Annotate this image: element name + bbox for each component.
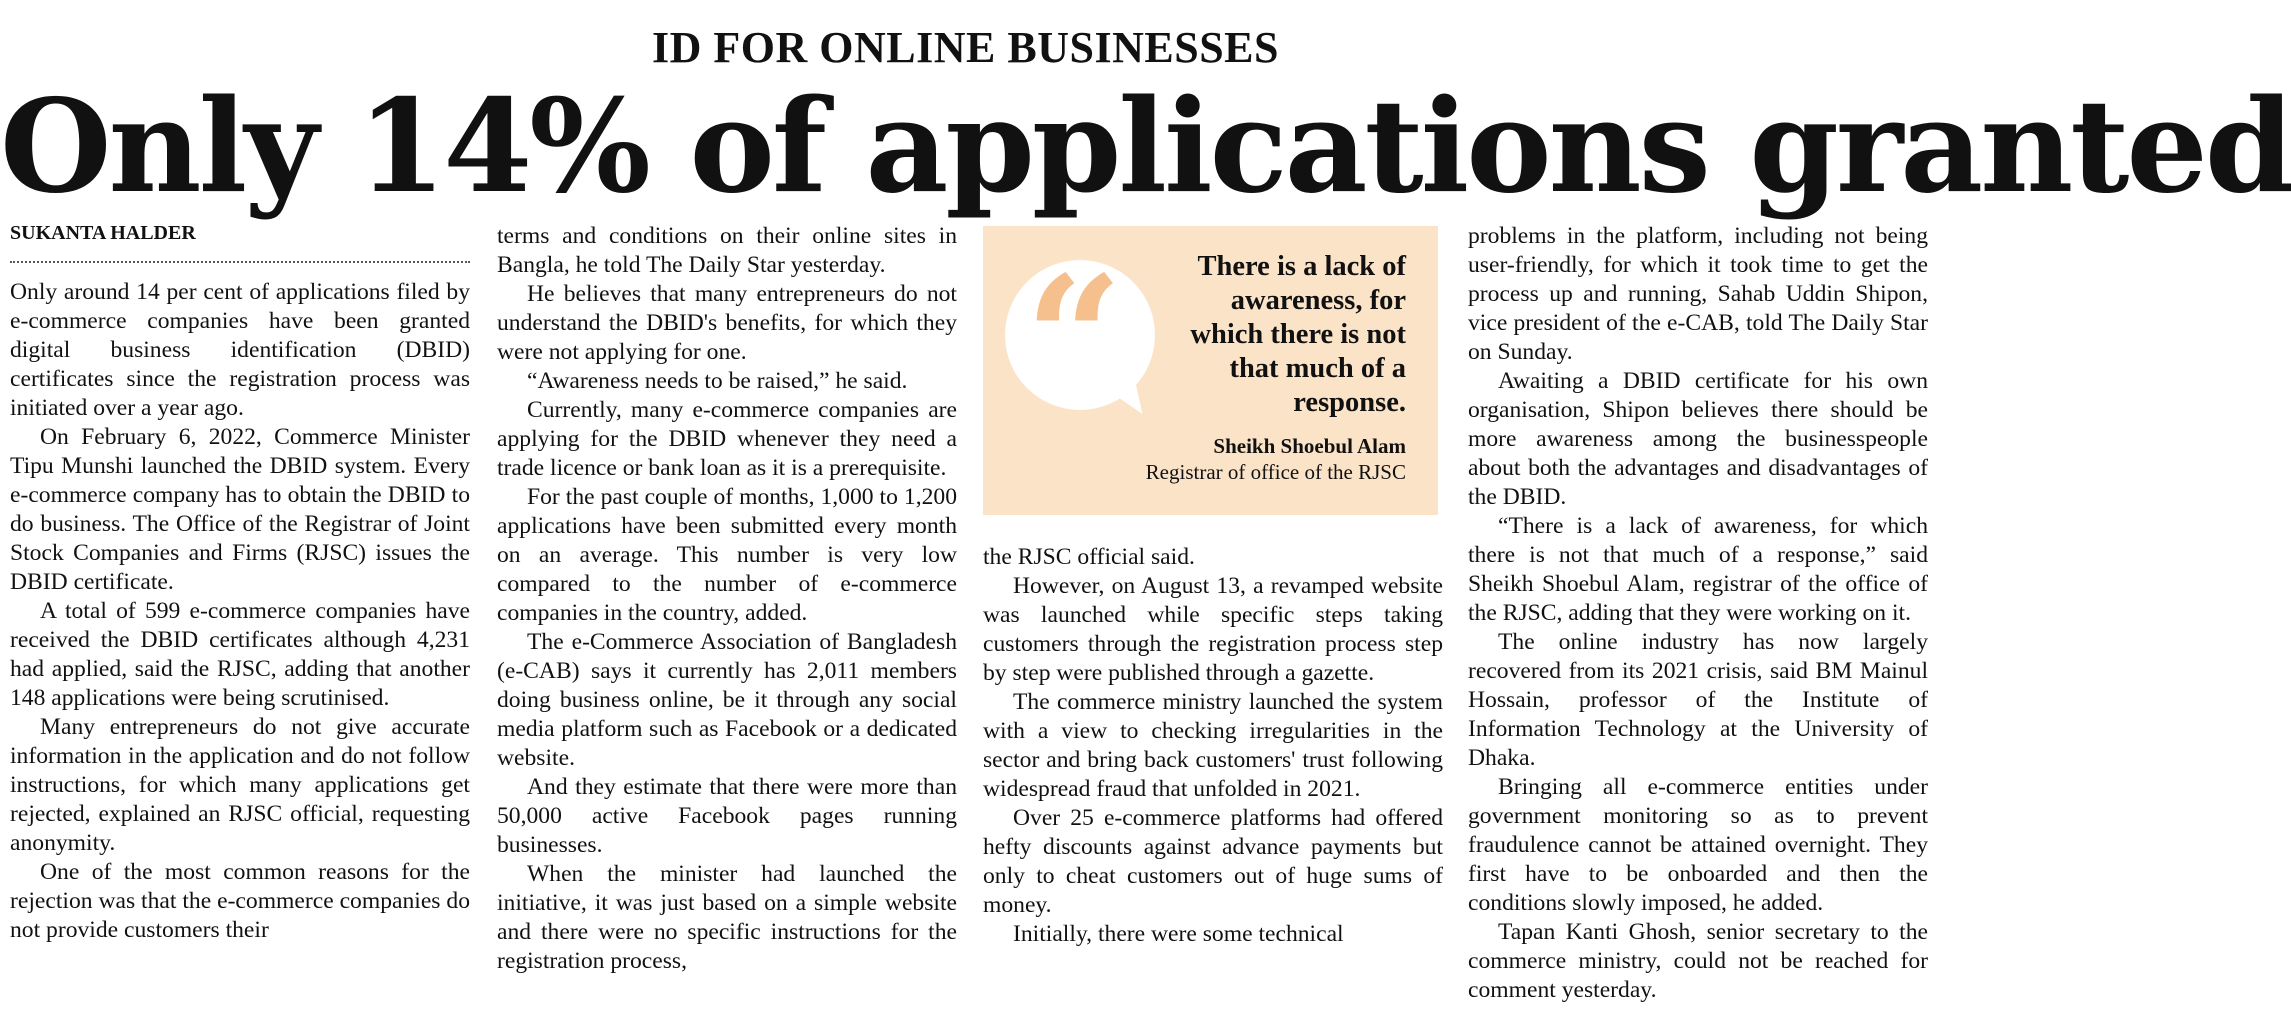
paragraph: Awaiting a DBID certificate for his own organisation, Shipon believes there should be more awareness among the businesspeople about both the advantages and disadvantages of the DBID.	[1468, 368, 1928, 510]
paragraph: The online industry has now largely recovered from its 2021 crisis, said BM Mainul Hossain, professor of the Institute of Information Technology at the University of Dhaka.	[1468, 629, 1928, 771]
paragraph: Tapan Kanti Ghosh, senior secretary to the commerce ministry, could not be reached for comment yesterday.	[1468, 919, 1928, 1003]
paragraph: “Awareness needs to be raised,” he said.	[527, 368, 908, 394]
pull-quote-box	[983, 226, 1438, 515]
paragraph: And they estimate that there were more than 50,000 active Facebook pages running businesses.	[497, 774, 957, 858]
article-column-4	[1468, 222, 1928, 1005]
paragraph: One of the most common reasons for the rejection was that the e-commerce companies do not provide customers their	[10, 859, 470, 943]
pull-quote-role: Registrar of office of the RJSC	[1145, 460, 1406, 484]
byline-divider	[10, 261, 470, 263]
paragraph: terms and conditions on their online sites in Bangla, he told The Daily Star yesterday.	[497, 223, 957, 278]
paragraph: However, on August 13, a revamped website was launched while specific steps taking customers through the registration process step by step were published through a gazette.	[983, 573, 1443, 686]
pull-quote-name: Sheikh Shoebul Alam	[1213, 434, 1406, 458]
paragraph: Only around 14 per cent of applications filed by e-commerce companies have been granted digital business identification (DBID) certificates since the registration process was initiated over a year ago.	[10, 279, 470, 421]
article-column-3	[983, 543, 1443, 949]
paragraph: the RJSC official said.	[983, 544, 1195, 570]
headline: Only 14% of applications granted	[0, 72, 2291, 222]
paragraph: The e-Commerce Association of Bangladesh (e-CAB) says it currently has 2,011 members doing business online, be it through any social media platform such as Facebook or a dedicated website.	[497, 629, 957, 771]
paragraph: A total of 599 e-commerce companies have received the DBID certificates although 4,231 had applied, said the RJSC, adding that another 148 applications were being scrutinised.	[10, 598, 470, 711]
paragraph: Bringing all e-commerce entities under government monitoring so as to prevent fraudulence cannot be attained overnight. They first have to be onboarded and then the conditions slowly imposed, he added.	[1468, 774, 1928, 916]
paragraph: When the minister had launched the initiative, it was just based on a simple website and there were no specific instructions for the registration process,	[497, 861, 957, 974]
paragraph: Many entrepreneurs do not give accurate information in the application and do not follow instructions, for which many applications get rejected, explained an RJSC official, requesting anonymity.	[10, 714, 470, 856]
paragraph: Initially, there were some technical	[1013, 921, 1344, 947]
quote-mark-icon: “	[1025, 239, 1123, 439]
byline: SUKANTA HALDER	[10, 222, 196, 244]
paragraph: Over 25 e-commerce platforms had offered hefty discounts against advance payments but only to cheat customers out of huge sums of money.	[983, 805, 1443, 918]
article-column-1	[10, 278, 470, 945]
paragraph: The commerce ministry launched the system with a view to checking irregularities in the sector and bring back customers' trust following widespread fraud that unfolded in 2021.	[983, 689, 1443, 802]
paragraph: For the past couple of months, 1,000 to 1,200 applications have been submitted every month on an average. This number is very low compared to the number of e-commerce companies in the country, added.	[497, 484, 957, 626]
paragraph: He believes that many entrepreneurs do not understand the DBID's benefits, for which they were not applying for one.	[497, 281, 957, 365]
paragraph: problems in the platform, including not being user-friendly, for which it took time to get the process up and running, Sahab Uddin Shipon, vice president of the e-CAB, told The Daily Star on Sunday.	[1468, 223, 1928, 365]
pull-quote-text: There is a lack of awareness, for which there is not that much of a response.	[1190, 251, 1406, 418]
paragraph: On February 6, 2022, Commerce Minister Tipu Munshi launched the DBID system. Every e-commerce company has to obtain the DBID to do business. The Office of the Registrar of Joint Stock Companies and Firms (RJSC) issues the DBID certificate.	[10, 424, 470, 595]
kicker: ID FOR ONLINE BUSINESSES	[652, 23, 1279, 72]
article-column-2	[497, 222, 957, 976]
paragraph: Currently, many e-commerce companies are applying for the DBID whenever they need a trade licence or bank loan as it is a prerequisite.	[497, 397, 957, 481]
paragraph: “There is a lack of awareness, for which there is not that much of a response,” said Sheikh Shoebul Alam, registrar of the office of the RJSC, adding that they were working on it.	[1468, 513, 1928, 626]
